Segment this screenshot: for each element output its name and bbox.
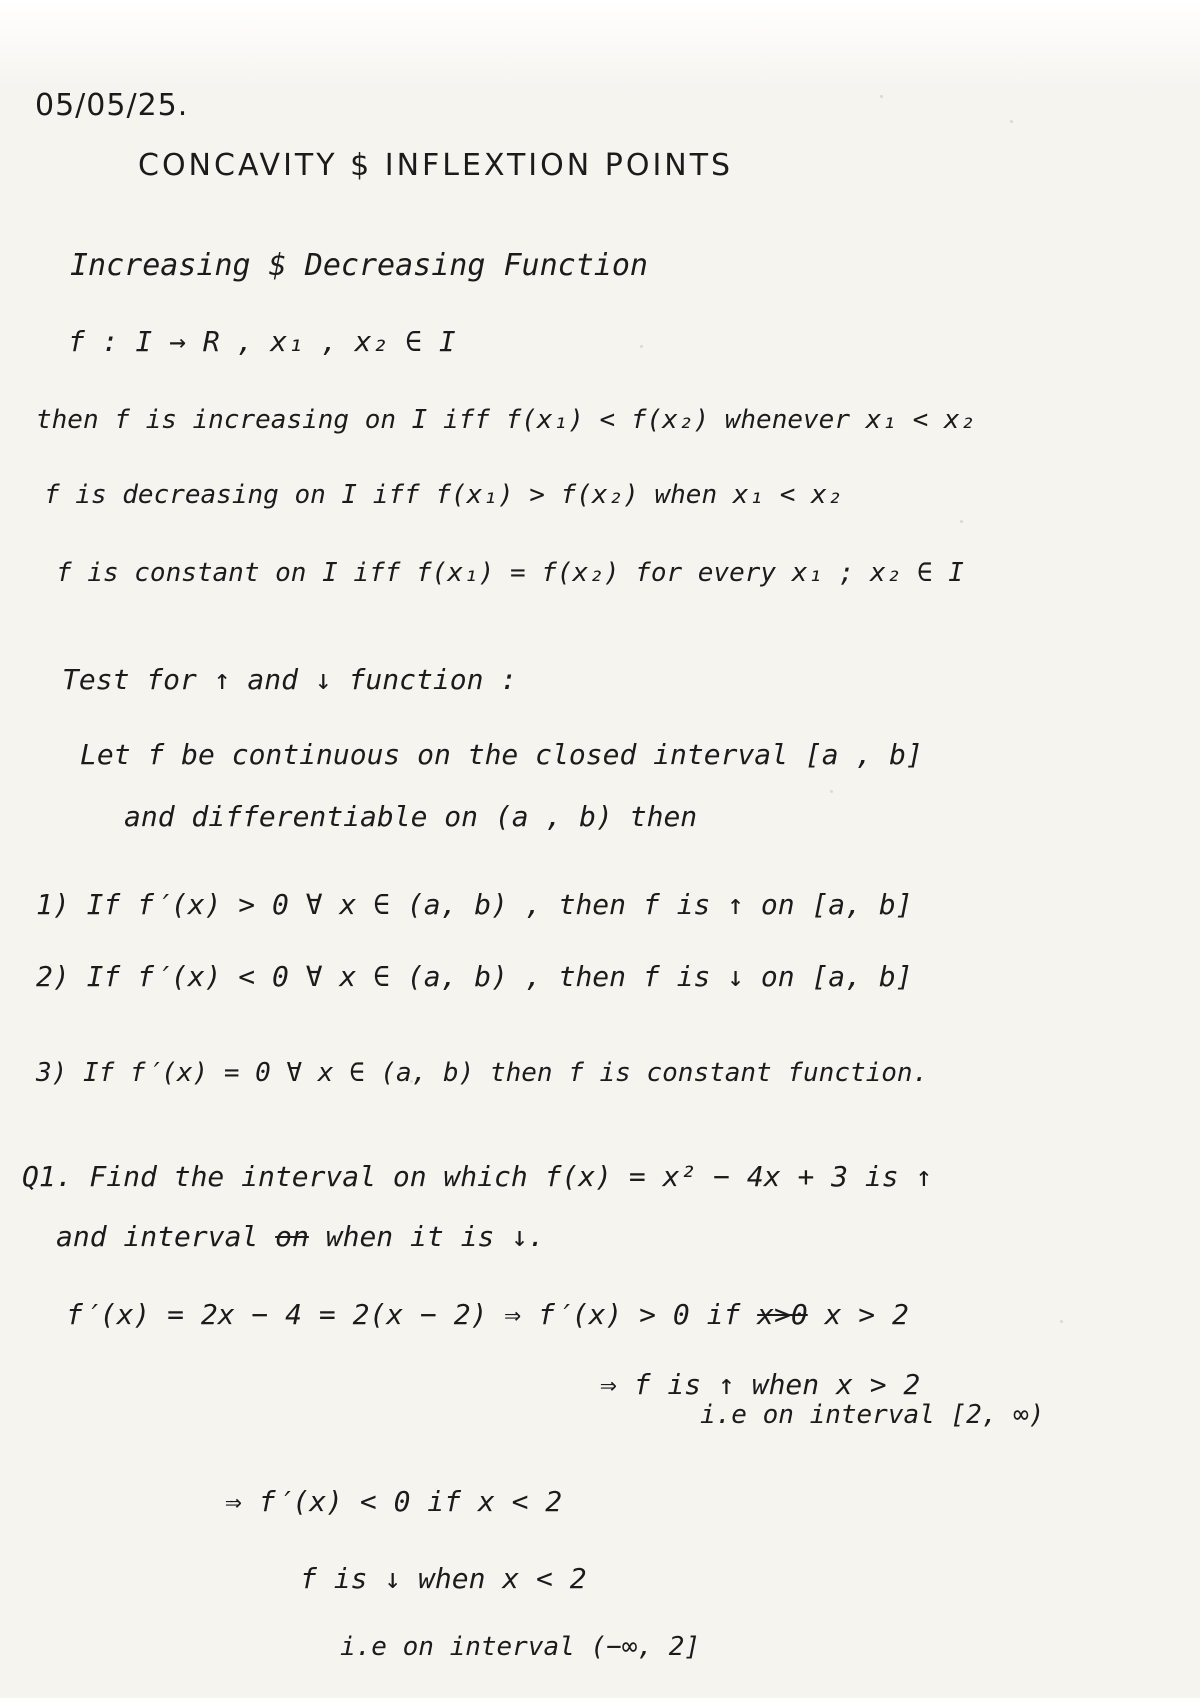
solution-increasing: ⇒ f is ↑ when x > 2 [600, 1368, 921, 1401]
paper-speck [640, 345, 643, 348]
solution-derivative-negative: ⇒ f′(x) < 0 if x < 2 [225, 1485, 563, 1518]
question-1-text-end: when it is ↓. [308, 1220, 545, 1253]
question-1-line-1: Q1. Find the interval on which f(x) = x² − 4x + 3 is ↑ [22, 1160, 933, 1193]
page-top-edge [0, 0, 1200, 90]
section-heading: Increasing $ Decreasing Function [70, 248, 648, 283]
solution-derivative-text: f′(x) = 2x − 4 = 2(x − 2) ⇒ f′(x) > 0 if [66, 1298, 758, 1331]
rule-increasing: 1) If f′(x) > 0 ∀ x ∈ (a, b) , then f is ↑ on [a, b] [36, 888, 913, 921]
paper-speck [960, 520, 963, 523]
solution-increasing-interval: i.e on interval [2, ∞) [700, 1400, 1045, 1430]
definition-decreasing: f is decreasing on I iff f(x₁) > f(x₂) when x₁ < x₂ [44, 480, 843, 510]
paper-speck [880, 95, 883, 98]
struck-inequality: x>0 [757, 1298, 808, 1331]
definition-increasing: then f is increasing on I iff f(x₁) < f(x₂) whenever x₁ < x₂ [36, 405, 976, 435]
question-1-text: and interval [56, 1220, 276, 1253]
test-condition-differentiable: and differentiable on (a , b) then [124, 800, 698, 833]
solution-decreasing-interval: i.e on interval (−∞, 2] [340, 1632, 701, 1662]
rule-decreasing: 2) If f′(x) < 0 ∀ x ∈ (a, b) , then f is ↓ on [a, b] [36, 960, 913, 993]
paper-speck [1010, 120, 1013, 123]
paper-speck [1060, 1320, 1063, 1323]
test-condition-continuous: Let f be continuous on the closed interval [a , b] [80, 738, 923, 771]
question-1-line-2 [56, 1220, 545, 1253]
test-heading: Test for ↑ and ↓ function : [62, 663, 518, 696]
struck-word: on [275, 1220, 309, 1253]
rule-constant: 3) If f′(x) = 0 ∀ x ∈ (a, b) then f is constant function. [36, 1058, 929, 1088]
paper-speck [830, 790, 833, 793]
definition-setup: f : I → R , x₁ , x₂ ∈ I [68, 325, 456, 358]
solution-decreasing: f is ↓ when x < 2 [300, 1562, 587, 1595]
page-title: CONCAVITY $ INFLEXTION POINTS [138, 148, 734, 183]
definition-constant: f is constant on I iff f(x₁) = f(x₂) for every x₁ ; x₂ ∈ I [56, 558, 964, 588]
date: 05/05/25. [35, 88, 189, 123]
solution-derivative-result: x > 2 [807, 1298, 909, 1331]
solution-derivative [66, 1298, 909, 1331]
